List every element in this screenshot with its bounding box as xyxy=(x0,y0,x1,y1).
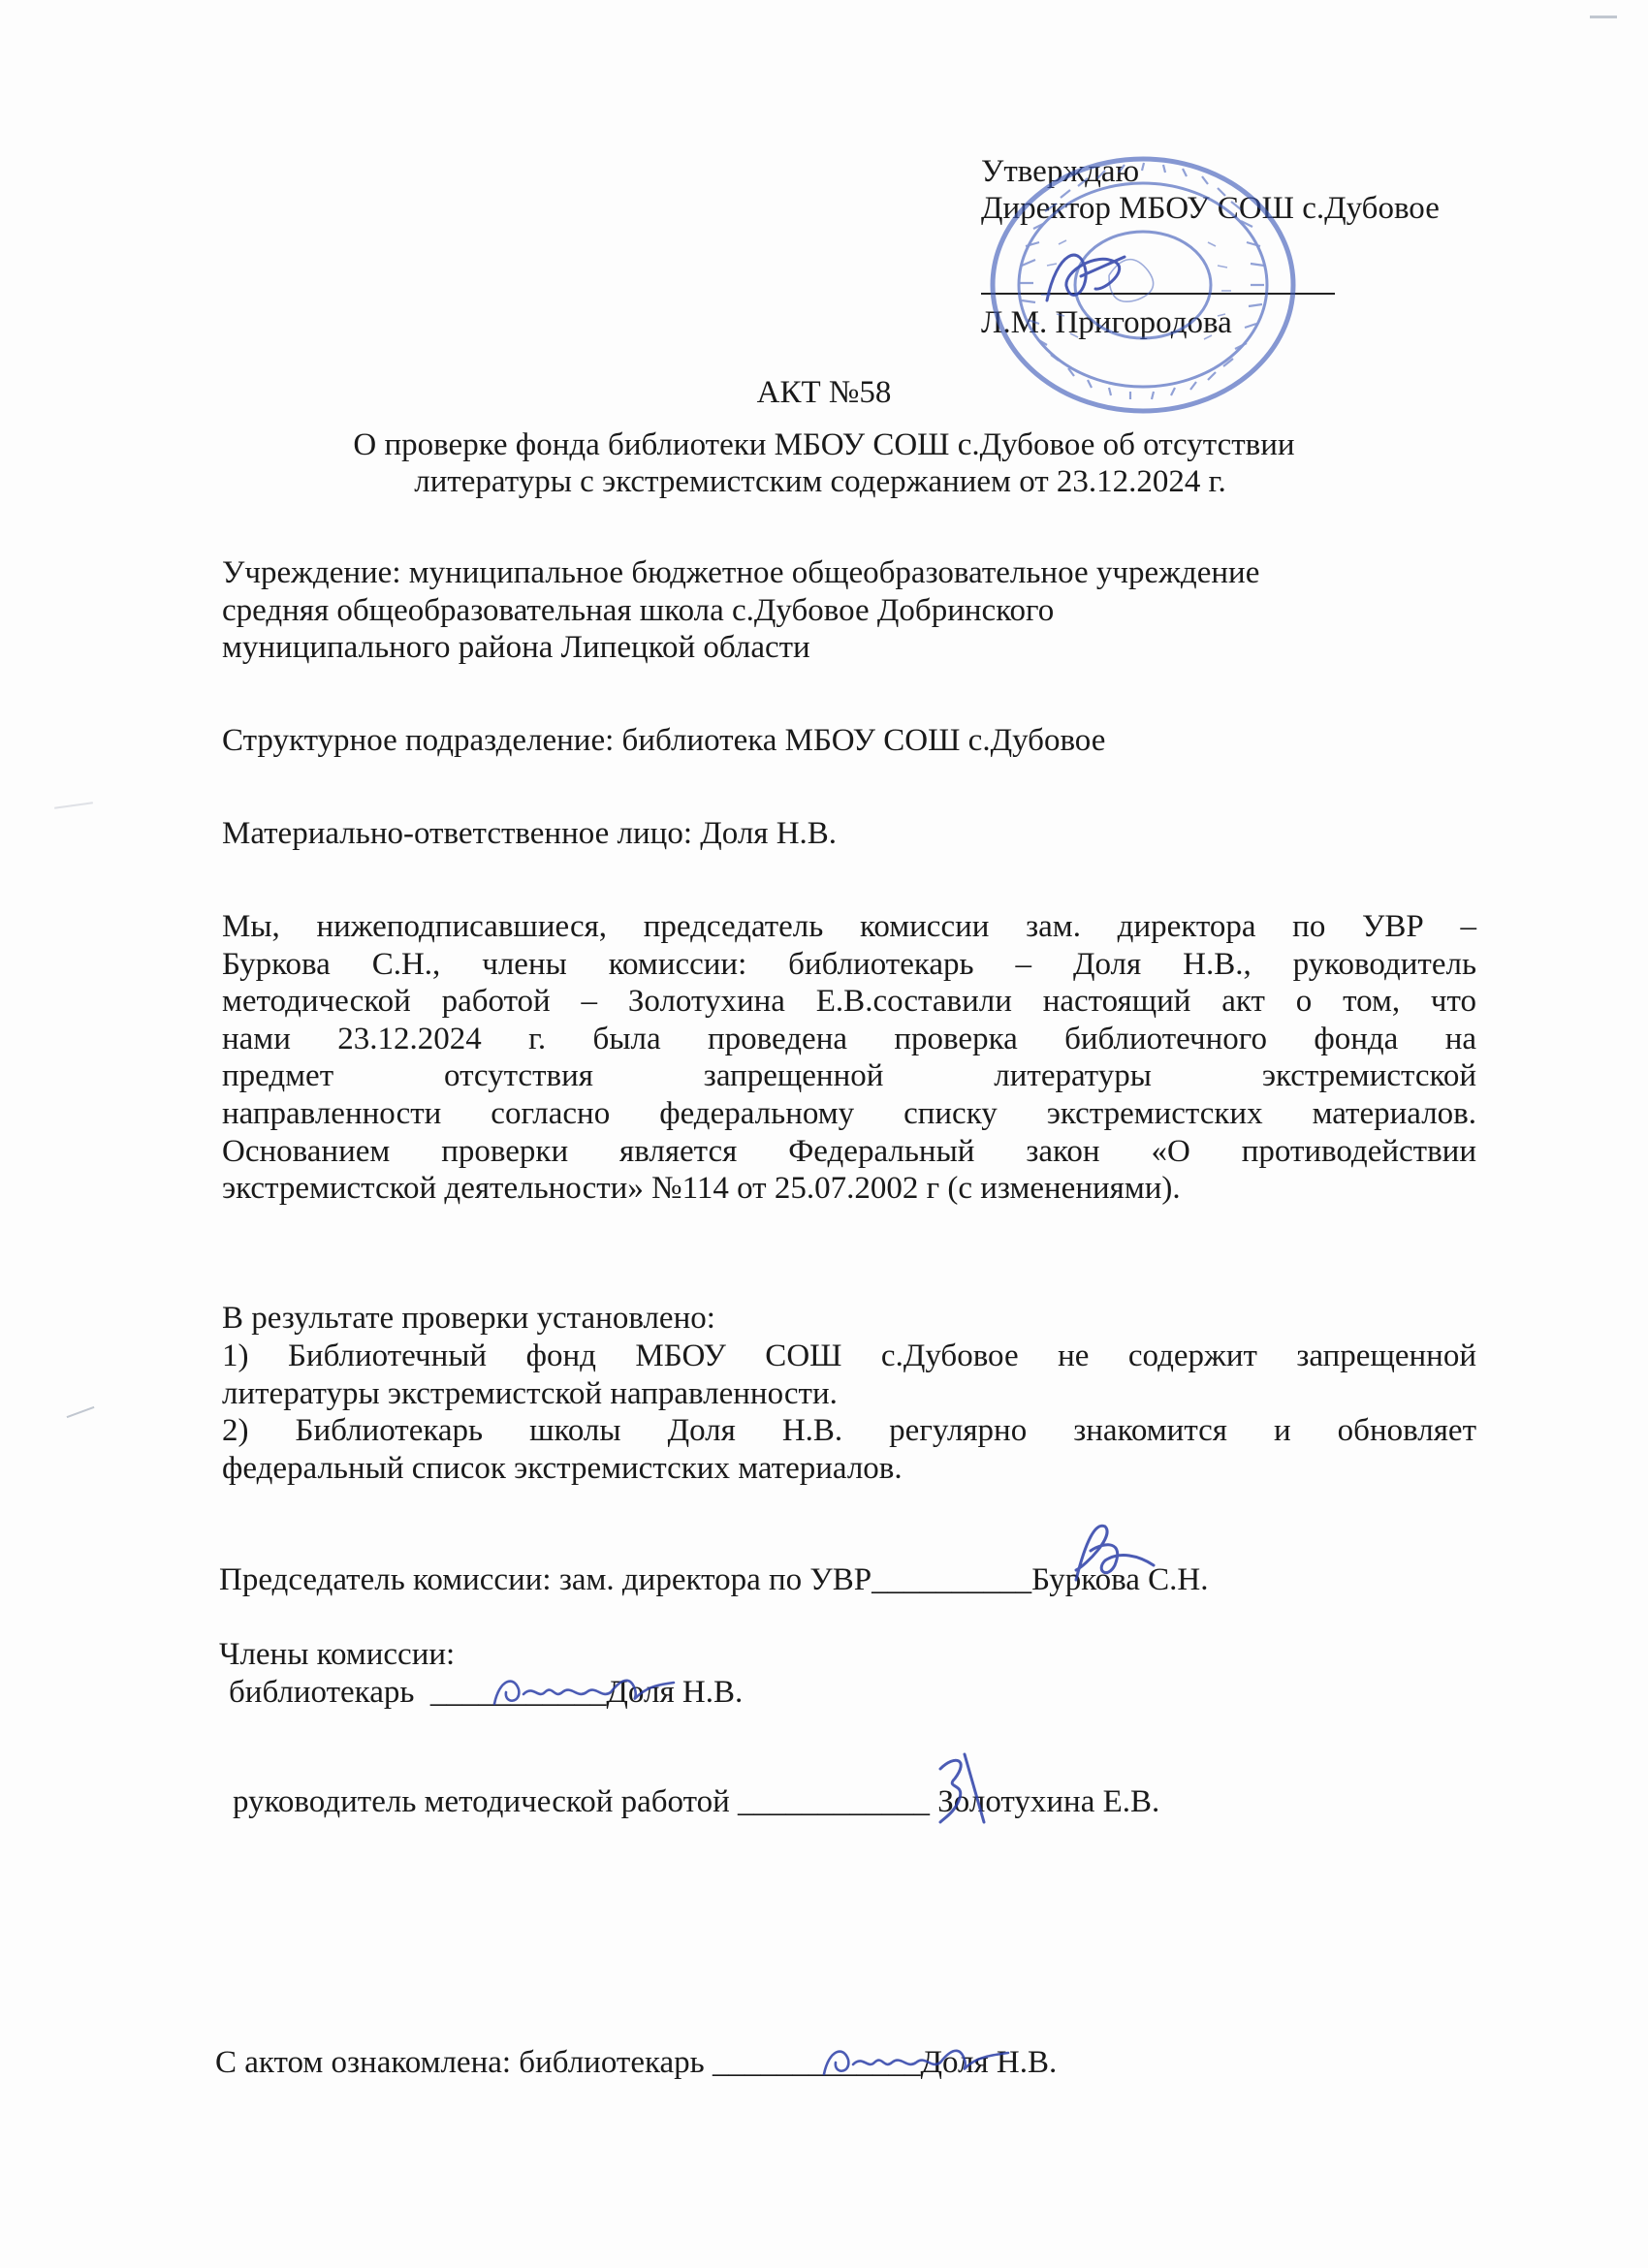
approval-position: Директор МБОУ СОШ с.Дубовое xyxy=(981,191,1440,226)
member-librarian-name: Доля Н.В. xyxy=(606,1675,744,1710)
acquainted-name: Доля Н.В. xyxy=(920,2045,1058,2080)
methodist-signature xyxy=(911,1735,1008,1832)
structural-division: Структурное подразделение: библиотека МБОУ СОШ с.Дубовое xyxy=(222,723,1106,758)
body-line: Мы, нижеподписавшиеся, председатель комиссии зам. директора по УВР – xyxy=(222,909,1476,944)
members-heading: Члены комиссии: xyxy=(219,1637,456,1672)
chair-name: Буркова С.Н. xyxy=(1031,1562,1209,1597)
act-number: АКТ №58 xyxy=(756,375,892,410)
result-item-2-line-2: федеральный список экстремистских материалов. xyxy=(222,1450,903,1486)
body-line: направленности согласно федеральному списку экстремистских материалов. xyxy=(222,1095,1476,1131)
act-body-paragraph xyxy=(222,908,1476,1208)
acquainted-blank: _____________ xyxy=(712,2045,921,2080)
scan-mark-left xyxy=(67,1406,95,1418)
result-item-1-line-1: 1) Библиотечный фонд МБОУ СОШ с.Дубовое не содержит запрещенной xyxy=(222,1339,1476,1373)
act-title-line-1: О проверке фонда библиотеки МБОУ СОШ с.Дубовое об отсутствии xyxy=(353,427,1295,462)
body-line: Буркова С.Н., члены комиссии: библиотекарь – Доля Н.В., руководитель xyxy=(222,946,1476,982)
member-librarian-blank: ___________ xyxy=(429,1675,607,1710)
act-title-line-2: литературы с экстремистским содержанием от 23.12.2024 г. xyxy=(414,464,1226,499)
member-methodist-label: руководитель методической работой xyxy=(233,1784,730,1819)
chair-signature xyxy=(1047,1512,1163,1594)
body-line: Основанием проверки является Федеральный закон «О противодействии xyxy=(222,1133,1476,1169)
body-line: экстремистской деятельности» №114 от 25.07.2002 г (с изменениями). xyxy=(222,1171,1181,1207)
body-line: предмет отсутствия запрещенной литературы экстремистской xyxy=(222,1058,1476,1094)
librarian-signature xyxy=(485,1665,679,1714)
responsible-person: Материально-ответственное лицо: Доля Н.В. xyxy=(222,816,838,851)
chair-label: Председатель комиссии: зам. директора по УВР xyxy=(219,1562,872,1597)
chair-signature-blank: __________ xyxy=(872,1562,1032,1597)
member-methodist-blank: ____________ xyxy=(738,1784,931,1819)
member-methodist-row xyxy=(233,1783,1159,1820)
acquainted-signature xyxy=(814,2035,1018,2084)
scan-mark-left-2 xyxy=(54,802,93,809)
acquainted-label: С актом ознакомлена: библиотекарь xyxy=(215,2045,705,2080)
institution-line-2: средняя общеобразовательная школа с.Дубовое Добринского xyxy=(222,593,1055,628)
scan-mark-top-right xyxy=(1590,16,1617,18)
institution-line-3: муниципального района Липецкой области xyxy=(222,630,810,665)
approval-label: Утверждаю xyxy=(981,154,1140,189)
approval-signer: Л.М. Пригородова xyxy=(981,305,1232,340)
member-librarian-label: библиотекарь xyxy=(229,1675,415,1710)
body-line: методической работой – Золотухина Е.В.составили настоящий акт о том, что xyxy=(222,984,1476,1020)
results-list xyxy=(222,1338,1476,1487)
body-line: нами 23.12.2024 г. была проведена проверка библиотечного фонда на xyxy=(222,1021,1476,1056)
result-item-1-line-2: литературы экстремистской направленности. xyxy=(222,1375,838,1411)
institution-line-1: Учреждение: муниципальное бюджетное общеобразовательное учреждение xyxy=(222,555,1260,590)
result-item-2-line-1: 2) Библиотекарь школы Доля Н.В. регулярно знакомится и обновляет xyxy=(222,1413,1476,1449)
results-heading: В результате проверки установлено: xyxy=(222,1301,715,1336)
member-methodist-name: Золотухина Е.В. xyxy=(937,1784,1160,1819)
